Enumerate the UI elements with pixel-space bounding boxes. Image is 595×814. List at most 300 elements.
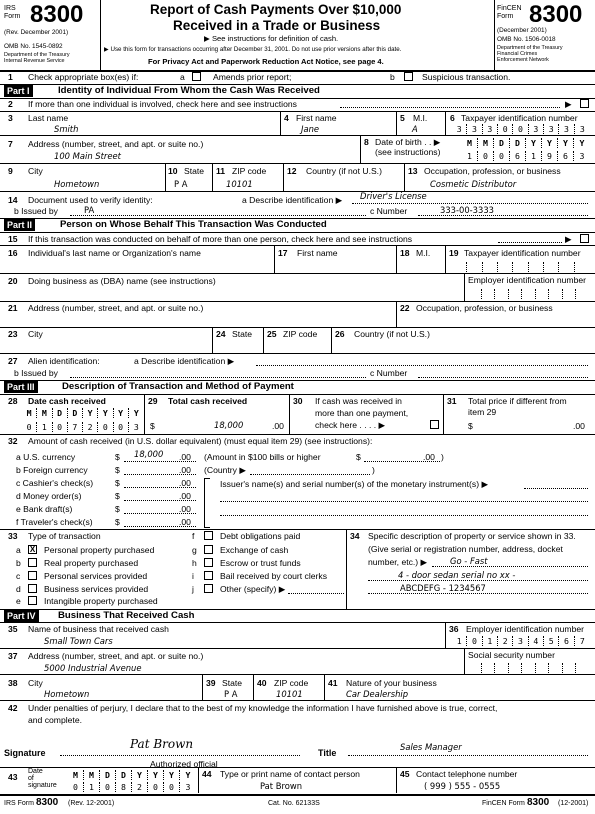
dob-header <box>462 138 590 148</box>
line45-num: 45 <box>400 769 410 779</box>
last-name-label: Last name <box>28 113 69 123</box>
perjury-line2: and complete. <box>28 715 82 725</box>
date-received-digit-cell: 1 <box>37 422 52 432</box>
doc-describe-label: a Describe identification ▶ <box>242 195 343 205</box>
line43-num: 43 <box>8 772 18 782</box>
footer-left-number: 8300 <box>36 797 59 808</box>
fincen-label: FinCEN <box>497 5 522 12</box>
line1-num: 1 <box>8 72 13 82</box>
ssn-digits[interactable] <box>468 663 590 673</box>
total-cash-cents: .00 <box>272 421 284 431</box>
date-received-header-cell: Y <box>98 408 113 418</box>
state-value[interactable]: P A <box>174 179 188 189</box>
p2-city-label: City <box>28 329 43 339</box>
use-form-note: ▶ Use this form for transactions occurring after December 31, 2001. Do not use prior versions after this date. <box>104 46 402 53</box>
us-currency-value[interactable]: 18,000 <box>134 449 164 459</box>
alien-describe-label: a Describe identification ▶ <box>134 356 235 366</box>
p2-tin-label: Taxpayer identification number <box>464 248 581 258</box>
date-sig-header-cell: Y <box>132 770 148 780</box>
date-received-digit-cell: 0 <box>22 422 37 432</box>
dob-digit-cell: 3 <box>579 151 585 161</box>
line42-num: 42 <box>8 703 18 713</box>
ein-digits[interactable] <box>452 636 590 646</box>
type-a-label: Personal property purchased <box>44 545 155 555</box>
ein-label: Employer identification number <box>466 624 584 634</box>
line19-num: 19 <box>449 248 459 258</box>
total-price-cents[interactable]: .00 <box>573 421 585 431</box>
dob-header-cell: M <box>478 138 494 148</box>
type-f-label: Debt obligations paid <box>220 531 301 541</box>
footer-cat: Cat. No. 62133S <box>268 800 320 807</box>
privacy-notice: For Privacy Act and Paperwork Reduction Act Notice, see page 4. <box>148 57 384 66</box>
ein-digit-cell: 4 <box>529 636 544 646</box>
line5-num: 5 <box>400 113 405 123</box>
total-cash-value[interactable]: 18,000 <box>214 420 244 430</box>
line23-num: 23 <box>8 329 18 339</box>
business-nature-value[interactable]: Car Dealership <box>346 689 409 699</box>
type-h-letter: h <box>192 558 197 568</box>
signature-label: Signature <box>4 748 46 758</box>
date-received-digits[interactable] <box>22 422 144 432</box>
hundred-bills-dollar: $ <box>356 452 361 462</box>
form-label: Form <box>4 13 21 20</box>
real-property-checkbox[interactable] <box>28 558 37 567</box>
part4-title: Business That Received Cash <box>58 610 195 621</box>
part1-label: Part I <box>4 85 33 97</box>
ein-digit-cell: 2 <box>498 636 513 646</box>
date-sig-digit-cell: 0 <box>68 782 84 792</box>
line25-num: 25 <box>267 329 277 339</box>
tin-digit-cell: 3 <box>452 124 467 134</box>
date-sig-header-cell: D <box>116 770 132 780</box>
type-e-label: Intangible property purchased <box>44 596 158 606</box>
line40-num: 40 <box>257 678 267 688</box>
line11-num: 11 <box>216 166 226 176</box>
multi-payment-line3: check here . . . . ▶ <box>315 420 386 430</box>
hundred-bills-cents[interactable]: .00 <box>423 452 435 462</box>
phone-label: Contact telephone number <box>416 769 518 779</box>
exchange-cash-checkbox[interactable] <box>204 545 213 554</box>
line3-num: 3 <box>8 113 13 123</box>
doc-issued-label: b Issued by <box>14 206 58 216</box>
suspicious-checkbox[interactable] <box>404 72 413 81</box>
type-c-letter: c <box>16 571 21 581</box>
business-address-label: Address (number, street, and apt. or suite no.) <box>28 651 204 661</box>
p2-tin-digits[interactable] <box>452 262 590 272</box>
line21-num: 21 <box>8 303 18 313</box>
dob-header-cell: D <box>494 138 510 148</box>
authorized-official-label: Authorized official <box>150 759 218 769</box>
line32-num: 32 <box>8 436 18 446</box>
tin-digit-cell: 3 <box>529 124 544 134</box>
form-number: 8300 <box>30 1 84 28</box>
dba-label: Doing business as (DBA) name (see instructions) <box>28 276 216 286</box>
ein-digit-cell: 0 <box>467 636 482 646</box>
p2-ein-digit-cell <box>482 289 496 299</box>
p2-ein-digits[interactable] <box>468 289 590 299</box>
arrow-icon: ▶ <box>565 99 572 109</box>
p2-ein-digit-cell <box>468 289 482 299</box>
part4-label: Part IV <box>4 610 39 622</box>
dob-header-cell: Y <box>526 138 542 148</box>
escrow-checkbox[interactable] <box>204 558 213 567</box>
business-city-value[interactable]: Hometown <box>44 689 90 699</box>
doc-label: Document used to verify identity: <box>28 195 153 205</box>
description-value1[interactable]: Go - Fast <box>450 556 488 566</box>
date-received-header-cell: Y <box>114 408 129 418</box>
dob-label: Date of birth . . ▶ <box>375 137 441 147</box>
amount-breakdown-label: Amount of cash received (in U.S. dollar equivalent) (must equal item 29) (see instructions): <box>28 436 373 446</box>
date-sig-label3: signature <box>28 782 57 789</box>
bank-draft-dollar: $ <box>115 504 120 514</box>
tin-digit-cell: 3 <box>467 124 482 134</box>
line2-num: 2 <box>8 99 13 109</box>
total-price-item: item 29 <box>468 407 497 417</box>
signature-value[interactable]: Pat Brown <box>130 737 194 751</box>
issuer-bracket <box>204 478 210 528</box>
irs-label: IRS <box>4 5 16 12</box>
business-state-value[interactable]: P A <box>224 689 238 699</box>
p2-mi-label: M.I. <box>416 248 431 258</box>
date-received-digit-cell: 0 <box>114 422 129 432</box>
p2-ein-digit-cell <box>509 289 523 299</box>
fincen-net1: Financial Crimes <box>497 51 538 57</box>
dob-digit-cell: 1 <box>526 151 542 161</box>
ssn-digit-cell <box>482 663 496 673</box>
p2-tin-digit-cell <box>498 262 513 272</box>
dob-header-cell: Y <box>579 138 585 148</box>
fincen-dept: Department of the Treasury <box>497 45 563 51</box>
multi-payment-checkbox[interactable] <box>430 420 439 429</box>
close-paren: ) <box>372 465 375 475</box>
dob-header-cell: D <box>510 138 526 148</box>
business-city-label: City <box>28 678 43 688</box>
date-received-digit-cell: 0 <box>98 422 113 432</box>
ein-digit-cell: 3 <box>513 636 528 646</box>
dob-header-cell: M <box>462 138 478 148</box>
last-name-value[interactable]: Smith <box>54 124 79 134</box>
amends-checkbox[interactable] <box>192 72 201 81</box>
form-title-line2: Received in a Trade or Business <box>173 18 381 33</box>
doc-describe-value[interactable]: Driver's License <box>360 191 427 201</box>
line37-num: 37 <box>8 651 18 661</box>
line39-num: 39 <box>206 678 216 688</box>
close-paren: ) <box>441 452 444 462</box>
line2-label: If more than one individual is involved, check here and see instructions <box>28 99 297 109</box>
line24-num: 24 <box>216 329 226 339</box>
tin-digit-cell: 3 <box>579 124 585 134</box>
see-instructions: ▶ See instructions for definition of cash. <box>204 34 339 43</box>
business-zip-value[interactable]: 10101 <box>276 689 303 699</box>
date-sig-header-cell: M <box>84 770 100 780</box>
contact-name-value[interactable]: Pat Brown <box>260 781 303 791</box>
date-sig-label1: Date <box>28 768 43 775</box>
zip-value[interactable]: 10101 <box>226 179 253 189</box>
line35-num: 35 <box>8 624 18 634</box>
personal-services-checkbox[interactable] <box>28 571 37 580</box>
phone-value[interactable]: ( 999 ) 555 - 0555 <box>424 781 501 791</box>
line29-num: 29 <box>148 396 158 406</box>
foreign-currency-label: b Foreign currency <box>16 465 88 475</box>
line10-num: 10 <box>168 166 178 176</box>
title-label: Title <box>318 748 337 758</box>
line9-num: 9 <box>8 166 13 176</box>
ssn-label: Social security number <box>468 650 555 660</box>
dob-header-cell: Y <box>558 138 574 148</box>
tin-digit-cell: 0 <box>513 124 528 134</box>
p2-zip-label: ZIP code <box>283 329 318 339</box>
occupation-value[interactable]: Cosmetic Distributor <box>430 179 517 189</box>
foreign-dollar: $ <box>115 465 120 475</box>
title-value[interactable]: Sales Manager <box>400 742 462 752</box>
us-currency-cents: .00 <box>179 452 191 462</box>
doc-number-label: c Number <box>370 206 408 216</box>
date-sig-digits[interactable] <box>68 782 196 792</box>
total-cash-dollar: $ <box>150 421 155 431</box>
p2-ein-digit-cell <box>536 289 550 299</box>
business-address-value[interactable]: 5000 Industrial Avenue <box>44 663 142 673</box>
ssn-digit-cell <box>495 663 509 673</box>
first-name-value[interactable]: Jane <box>301 124 320 134</box>
bank-draft-label: e Bank draft(s) <box>16 504 73 514</box>
business-zip-label: ZIP code <box>274 678 309 688</box>
travelers-cents[interactable]: .00 <box>179 517 191 527</box>
foreign-cents[interactable]: .00 <box>179 465 191 475</box>
type-j-letter: j <box>192 584 194 594</box>
fincen-date: (December 2001) <box>497 27 547 34</box>
contact-name-label: Type or print name of contact person <box>220 769 360 779</box>
doc-issued-value[interactable]: PA <box>84 205 95 215</box>
alien-label: Alien identification: <box>28 356 100 366</box>
perjury-line1: Under penalties of perjury, I declare that to the best of my knowledge the information I have furnished above is true, correct, <box>28 703 498 713</box>
line44-num: 44 <box>202 769 212 779</box>
intangible-property-checkbox[interactable] <box>28 596 37 605</box>
dob-digits[interactable] <box>462 151 590 161</box>
type-a-letter: a <box>16 545 21 555</box>
ssn-digit-cell <box>576 663 590 673</box>
fincen-net2: Enforcement Network <box>497 57 549 63</box>
us-currency-label: a U.S. currency <box>16 452 76 462</box>
ssn-digit-cell <box>563 663 577 673</box>
dob-digit-cell: 6 <box>510 151 526 161</box>
line17-num: 17 <box>278 248 288 258</box>
ssn-digit-cell <box>509 663 523 673</box>
p2-first-name-label: First name <box>297 248 338 258</box>
ssn-digit-cell <box>522 663 536 673</box>
part1-title: Identity of Individual From Whom the Cash Was Received <box>58 85 320 96</box>
date-received-digit-cell: 0 <box>53 422 68 432</box>
debt-obligations-checkbox[interactable] <box>204 531 213 540</box>
other-checkbox[interactable] <box>204 584 213 593</box>
date-received-header-cell: D <box>53 408 68 418</box>
date-sig-digit-cell: 2 <box>132 782 148 792</box>
treasury-dept: Department of the Treasury <box>4 52 70 58</box>
bail-checkbox[interactable] <box>204 571 213 580</box>
business-services-checkbox[interactable] <box>28 584 37 593</box>
doc-number-value[interactable]: 333-00-3333 <box>440 205 494 215</box>
first-name-label: First name <box>296 113 337 123</box>
tin-digit-cell: 3 <box>559 124 574 134</box>
date-received-header-cell: D <box>68 408 83 418</box>
line18-num: 18 <box>400 248 410 258</box>
personal-property-checkbox[interactable]: X <box>29 545 36 554</box>
line1-label: Check appropriate box(es) if: <box>28 72 139 82</box>
date-sig-digit-cell: 3 <box>185 782 191 792</box>
dob-header-cell: Y <box>542 138 558 148</box>
cashiers-cents[interactable]: .00 <box>179 478 191 488</box>
type-c-label: Personal services provided <box>44 571 148 581</box>
date-received-digit-cell: 3 <box>133 422 139 432</box>
p2-ein-label: Employer identification number <box>468 275 586 285</box>
tin-digits[interactable] <box>452 124 590 134</box>
us-currency-dollar: $ <box>115 452 120 462</box>
description-line1: Specific description of property or service shown in 33. <box>368 531 576 541</box>
p2-country-label: Country (if not U.S.) <box>354 329 430 339</box>
type-b-label: Real property purchased <box>44 558 139 568</box>
line28-num: 28 <box>8 396 18 406</box>
line4-num: 4 <box>284 113 289 123</box>
bank-draft-cents[interactable]: .00 <box>179 504 191 514</box>
line1a-letter: a <box>180 72 185 82</box>
type-i-letter: i <box>192 571 194 581</box>
ein-digit-cell: 1 <box>452 636 467 646</box>
date-sig-digit-cell: 1 <box>84 782 100 792</box>
description-line3: number, etc.) ▶ <box>368 557 428 567</box>
money-order-cents[interactable]: .00 <box>179 491 191 501</box>
multi-payment-line2: more than one payment, <box>315 408 409 418</box>
alien-number-label: c Number <box>370 368 408 378</box>
part3-label: Part III <box>4 381 38 393</box>
line12-num: 12 <box>287 166 297 176</box>
line16-num: 16 <box>8 248 18 258</box>
line27-num: 27 <box>8 356 18 366</box>
line30-num: 30 <box>293 396 303 406</box>
line8-num: 8 <box>364 137 369 147</box>
mi-value[interactable]: A <box>412 124 418 134</box>
footer-right-label: FinCEN Form <box>482 800 525 807</box>
type-g-label: Exchange of cash <box>220 545 289 555</box>
date-received-label: Date cash received <box>28 396 106 406</box>
city-value[interactable]: Hometown <box>54 179 100 189</box>
cashiers-check-label: c Cashier's check(s) <box>16 478 94 488</box>
date-received-header <box>22 408 144 418</box>
p2-tin-digit-cell <box>544 262 559 272</box>
occupation-label: Occupation, profession, or business <box>424 166 561 176</box>
line41-num: 41 <box>328 678 338 688</box>
form-title-line1: Report of Cash Payments Over $10,000 <box>150 2 402 17</box>
footer-right-rev: (12-2001) <box>558 800 589 807</box>
date-sig-header-cell: Y <box>164 770 180 780</box>
behalf-multiple-checkbox[interactable] <box>580 234 589 243</box>
org-name-label: Individual's last name or Organization's name <box>28 248 201 258</box>
date-received-digit-cell: 7 <box>68 422 83 432</box>
line7-num: 7 <box>8 139 13 149</box>
line1b-letter: b <box>390 72 395 82</box>
ssn-digit-cell <box>536 663 550 673</box>
line22-num: 22 <box>400 303 410 313</box>
line20-num: 20 <box>8 276 18 286</box>
ein-digit-cell: 5 <box>544 636 559 646</box>
line33-num: 33 <box>8 531 18 541</box>
arrow-icon: ▶ <box>565 234 572 244</box>
multiple-individuals-checkbox[interactable] <box>580 99 589 108</box>
money-order-dollar: $ <box>115 491 120 501</box>
fincen-form-label: Form <box>497 13 514 20</box>
type-d-label: Business services provided <box>44 584 149 594</box>
city-label: City <box>28 166 43 176</box>
p2-tin-digit-cell <box>529 262 544 272</box>
date-sig-label2: of <box>28 775 34 782</box>
line1a-text: Amends prior report; <box>213 72 292 82</box>
description-value2[interactable]: 4 - door sedan serial no xx - <box>398 570 516 580</box>
transaction-type-label: Type of transaction <box>28 531 101 541</box>
p2-tin-digit-cell <box>452 262 467 272</box>
type-i-label: Bail received by court clerks <box>220 571 327 581</box>
omb-number: OMB No. 1545-0892 <box>4 43 63 50</box>
line6-num: 6 <box>450 113 455 123</box>
date-sig-digit-cell: 0 <box>100 782 116 792</box>
fincen-form-number: 8300 <box>529 1 583 28</box>
business-name-value[interactable]: Small Town Cars <box>44 636 113 646</box>
dob-digit-cell: 9 <box>542 151 558 161</box>
ein-digit-cell: 1 <box>483 636 498 646</box>
p2-ein-digit-cell <box>495 289 509 299</box>
mi-label: M.I. <box>413 113 428 123</box>
date-received-header-cell: Y <box>83 408 98 418</box>
p2-ein-digit-cell <box>522 289 536 299</box>
p2-address-label: Address (number, street, and apt. or suite no.) <box>28 303 204 313</box>
state-label: State <box>184 166 205 176</box>
line13-num: 13 <box>408 166 418 176</box>
total-price-dollar: $ <box>468 421 473 431</box>
total-price-label: Total price if different from <box>468 396 567 406</box>
date-received-digit-cell: 2 <box>83 422 98 432</box>
hundred-bills-label: (Amount in $100 bills or higher <box>204 452 321 462</box>
type-b-letter: b <box>16 558 21 568</box>
line15-num: 15 <box>8 234 18 244</box>
business-name-label: Name of business that received cash <box>28 624 169 634</box>
tin-digit-cell: 3 <box>544 124 559 134</box>
business-state-label: State <box>222 678 243 688</box>
country-note: (Country ▶ <box>204 465 246 475</box>
dob-note: (see instructions) <box>375 147 441 157</box>
tin-digit-cell: 3 <box>483 124 498 134</box>
date-sig-header-cell: Y <box>148 770 164 780</box>
description-value3[interactable]: ABCDEFG - 1234567 <box>400 583 486 593</box>
alien-issued-label: b Issued by <box>14 368 58 378</box>
date-received-header-cell: M <box>37 408 52 418</box>
address-value[interactable]: 100 Main Street <box>54 151 121 161</box>
tin-label: Taxpayer identification number <box>461 113 578 123</box>
type-g-letter: g <box>192 545 197 555</box>
p2-tin-digit-cell <box>483 262 498 272</box>
description-line2: (Give serial or registration number, address, docket <box>368 544 563 554</box>
type-f-letter: f <box>192 531 195 541</box>
p2-ein-digit-cell <box>576 289 590 299</box>
travelers-check-label: f Traveler's check(s) <box>16 517 93 527</box>
cashiers-dollar: $ <box>115 478 120 488</box>
irs-service: Internal Revenue Service <box>4 58 65 64</box>
part2-title: Person on Whose Behalf This Transaction Was Conducted <box>60 219 327 230</box>
date-sig-header-cell: M <box>68 770 84 780</box>
footer-left-label: IRS Form <box>4 800 34 807</box>
p2-state-label: State <box>232 329 253 339</box>
line1b-text: Suspicious transaction. <box>422 72 511 82</box>
business-nature-label: Nature of your business <box>346 678 437 688</box>
line15-label: If this transaction was conducted on behalf of more than one person, check here and see instructions <box>28 234 413 244</box>
money-order-label: d Money order(s) <box>16 491 82 501</box>
date-sig-digit-cell: 0 <box>148 782 164 792</box>
